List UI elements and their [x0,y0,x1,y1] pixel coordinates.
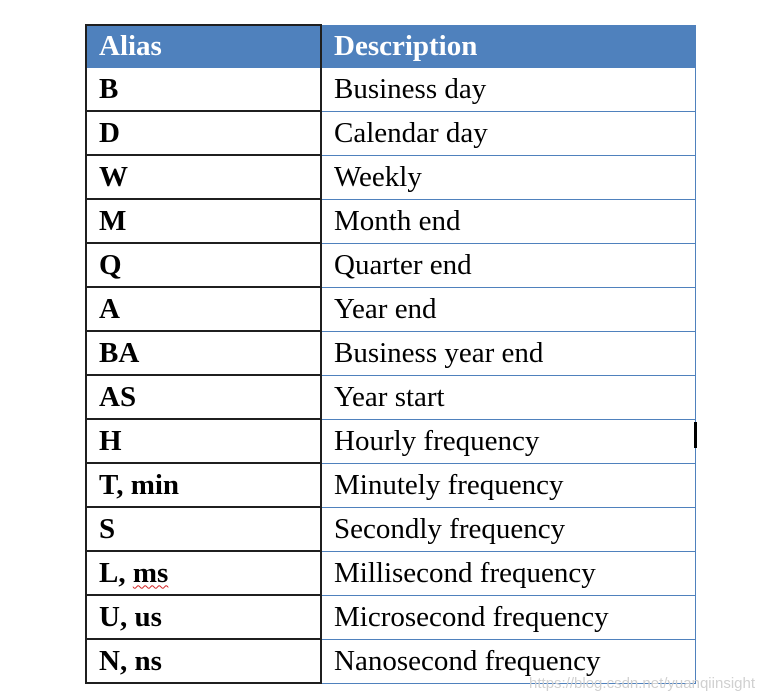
alias-cell: H [86,419,321,463]
text-cursor-icon [694,422,697,448]
alias-cell: BA [86,331,321,375]
alias-cell: AS [86,375,321,419]
table-row [86,243,695,287]
description-cell: Microsecond frequency [321,595,695,639]
alias-cell: T, min [86,463,321,507]
table-header-row [86,25,695,68]
table-row [86,111,695,155]
table-row [86,68,695,112]
description-cell: Calendar day [321,111,695,155]
description-cell: Year end [321,287,695,331]
alias-column-header: Alias [86,25,321,68]
table-row [86,155,695,199]
alias-cell: M [86,199,321,243]
alias-cell: D [86,111,321,155]
alias-cell-text: L, ms [99,556,169,589]
frequency-alias-table [85,24,696,684]
description-column-header: Description [321,25,695,68]
description-cell: Millisecond frequency [321,551,695,595]
alias-cell [86,551,321,595]
description-cell: Year start [321,375,695,419]
description-cell: Minutely frequency [321,463,695,507]
table-row [86,463,695,507]
description-cell: Business day [321,68,695,112]
description-cell: Nanosecond frequency [321,639,695,683]
table-row [86,551,695,595]
description-cell: Weekly [321,155,695,199]
table-row [86,595,695,639]
description-cell: Business year end [321,331,695,375]
description-cell: Month end [321,199,695,243]
alias-cell: S [86,507,321,551]
table-row [86,419,695,463]
alias-cell: N, ns [86,639,321,683]
alias-cell: U, us [86,595,321,639]
alias-cell: Q [86,243,321,287]
table-row [86,331,695,375]
table-row [86,507,695,551]
description-cell: Secondly frequency [321,507,695,551]
alias-cell: B [86,68,321,112]
description-cell: Quarter end [321,243,695,287]
alias-cell: A [86,287,321,331]
alias-cell: W [86,155,321,199]
table-row [86,199,695,243]
table-row [86,375,695,419]
spellcheck-underline: ms [132,556,169,589]
description-cell: Hourly frequency [321,419,695,463]
watermark: https://blog.csdn.net/yuanqiinsight [529,675,755,692]
table-row [86,287,695,331]
